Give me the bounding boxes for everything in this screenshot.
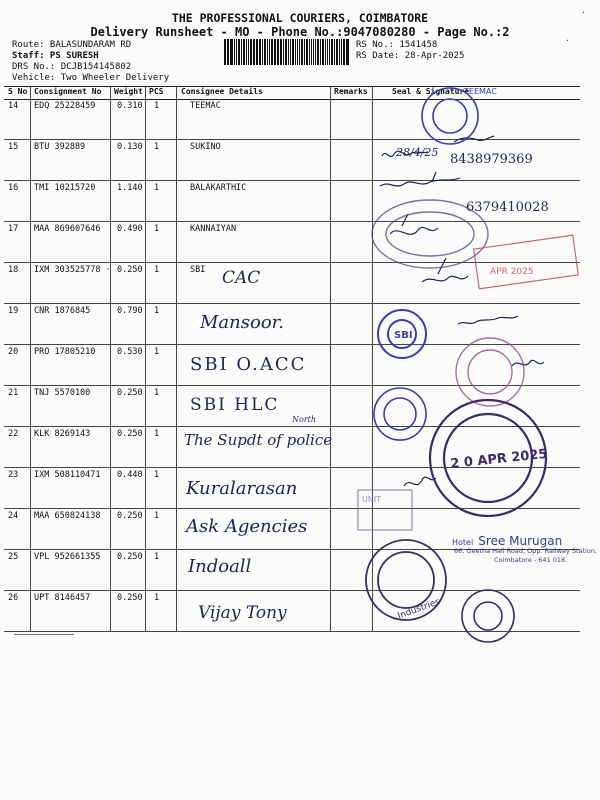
barcode-bar	[262, 39, 263, 65]
barcode-bar	[347, 39, 349, 65]
industries-stamp	[366, 540, 446, 622]
row-weight: 0.440	[117, 470, 143, 480]
row-pcs: 1	[154, 306, 160, 316]
row-weight: 0.250	[117, 511, 143, 521]
barcode-bar	[315, 39, 316, 65]
barcode-bar	[297, 39, 298, 65]
barcode-bar	[341, 39, 342, 65]
barcode	[224, 39, 350, 65]
row-pcs: 1	[154, 593, 160, 603]
handwritten-cac: CAC	[222, 268, 261, 288]
row-consignment: IXM 508110471	[34, 470, 101, 480]
row-consignment: MAA 650824138	[34, 511, 101, 521]
row-consignee: KANNAIYAN	[190, 224, 237, 234]
barcode-bar	[234, 39, 235, 65]
row-consignment: TNJ 5570100	[34, 388, 91, 398]
hotel-city: Coimbatore - 641 018.	[494, 556, 568, 564]
barcode-bar	[236, 39, 238, 65]
row-consignment: MAA 869607646	[34, 224, 101, 234]
row-consignment: BTU 392889	[34, 142, 86, 152]
barcode-bar	[301, 39, 303, 65]
col-seal-signature: Seal & Signature	[392, 87, 470, 96]
barcode-bar	[267, 39, 268, 65]
row-sno: 18	[8, 265, 19, 275]
row-consignment: TMI 10215720	[34, 183, 96, 193]
col-sno: S No	[8, 87, 28, 96]
row-sno: 17	[8, 224, 19, 234]
row-consignment: UPT 8146457	[34, 593, 91, 603]
row-sno: 26	[8, 593, 19, 603]
row-sno: 21	[8, 388, 19, 398]
signature-date-note: 28/4/25	[396, 146, 439, 159]
row-consignment: EDQ 25228459	[34, 101, 96, 111]
hotel-prefix: Hotel	[452, 538, 474, 547]
teemac-stamp	[422, 87, 497, 144]
barcode-bar	[306, 39, 308, 65]
row-weight: 0.490	[117, 224, 143, 234]
row-pcs: 1	[154, 101, 160, 111]
state-bank-stamp	[374, 388, 426, 440]
barcode-bar	[292, 39, 294, 65]
barcode-bar	[269, 39, 270, 65]
vehicle-info: Vehicle: Two Wheeler Delivery	[12, 73, 170, 83]
bottom-small-stamp	[462, 590, 514, 642]
barcode-bar	[277, 39, 278, 65]
barcode-bar	[264, 39, 266, 65]
handwritten-mansoor: Mansoor.	[200, 312, 285, 333]
corner-mark: ‧	[566, 36, 570, 47]
handwritten-supdt-police: The Supdt of police	[184, 431, 333, 449]
barcode-bar	[241, 39, 242, 65]
barcode-bar	[325, 39, 326, 65]
row-consignee: BALAKARTHIC	[190, 183, 247, 193]
row-weight: 0.530	[117, 347, 143, 357]
barcode-bar	[313, 39, 315, 65]
svg-text:2 0 APR 2025: 2 0 APR 2025	[449, 446, 549, 472]
handwritten-sbi-oacc: SBI O.ACC	[190, 354, 307, 375]
signature-phone-1: 8438979369	[450, 152, 533, 167]
staff-info: Staff: PS SURESH	[12, 51, 99, 61]
col-pcs: PCS	[149, 87, 164, 96]
barcode-bar	[278, 39, 279, 65]
barcode-bar	[299, 39, 300, 65]
row-pcs: 1	[154, 265, 160, 275]
row-pcs: 1	[154, 183, 160, 193]
barcode-bar	[320, 39, 321, 65]
svg-text:UNIT: UNIT	[362, 495, 382, 504]
row-weight: 0.790	[117, 306, 143, 316]
barcode-bar	[295, 39, 297, 65]
row-pcs: 1	[154, 388, 160, 398]
col-remarks: Remarks	[334, 87, 368, 96]
barcode-bar	[311, 39, 312, 65]
barcode-bar	[327, 39, 328, 65]
row-weight: 0.250	[117, 388, 143, 398]
row-sno: 15	[8, 142, 19, 152]
row-consignee: SBI	[190, 265, 206, 275]
handwritten-vijay-tony: Vijay Tony	[198, 603, 287, 623]
rs-date: RS Date: 28-Apr-2025	[356, 51, 465, 61]
date-stamp	[474, 235, 579, 289]
barcode-bar	[339, 39, 340, 65]
barcode-bar	[243, 39, 245, 65]
row-weight: 0.310	[117, 101, 143, 111]
row-pcs: 1	[154, 470, 160, 480]
hotel-name: Sree Murugan	[478, 534, 563, 548]
row-pcs: 1	[154, 429, 160, 439]
barcode-bar	[329, 39, 331, 65]
barcode-bar	[280, 39, 282, 65]
purple-round-stamp	[456, 338, 524, 406]
barcode-bar	[238, 39, 240, 65]
rs-number: RS No.: 1541458	[356, 40, 438, 50]
barcode-bar	[259, 39, 261, 65]
handwritten-sbi-hlc: SBI HLC	[190, 395, 280, 415]
barcode-bar	[290, 39, 291, 65]
row-pcs: 1	[154, 347, 160, 357]
row-consignee: TEEMAC	[190, 101, 221, 111]
drs-number: DRS No.: DCJB154145802	[12, 62, 132, 72]
sbi-stamp	[378, 310, 426, 358]
barcode-bar	[248, 39, 249, 65]
barcode-bar	[309, 39, 310, 65]
row-consignment: CNR 1876845	[34, 306, 91, 316]
corner-mark: ‧	[582, 8, 586, 19]
row-pcs: 1	[154, 511, 160, 521]
handwritten-north: North	[292, 415, 317, 424]
row-pcs: 1	[154, 224, 160, 234]
barcode-bar	[346, 39, 347, 65]
svg-text:TEEMAC: TEEMAC	[464, 87, 497, 96]
runsheet-subtitle: Delivery Runsheet - MO - Phone No.:9047080280 - Page No.:2	[90, 25, 510, 39]
barcode-bar	[283, 39, 284, 65]
bottom-tick	[14, 634, 74, 635]
row-sno: 24	[8, 511, 19, 521]
row-sno: 25	[8, 552, 19, 562]
row-weight: 0.250	[117, 429, 143, 439]
svg-text:APR 2025: APR 2025	[490, 267, 534, 277]
barcode-bar	[288, 39, 289, 65]
seal-signature-area	[362, 86, 600, 656]
barcode-bar	[256, 39, 258, 65]
hotel-address: 66, Geetha Hall Road, Opp. Railway Station,	[454, 547, 598, 555]
row-sno: 20	[8, 347, 19, 357]
barcode-bar	[285, 39, 287, 65]
route-info: Route: BALASUNDARAM RD	[12, 40, 132, 50]
barcode-bar	[271, 39, 273, 65]
col-consignment: Consignment No	[34, 87, 102, 96]
handwritten-ask-agencies: Ask Agencies	[186, 516, 308, 537]
signature-phone-2: 6379410028	[466, 200, 549, 215]
row-weight: 0.250	[117, 593, 143, 603]
barcode-bar	[224, 39, 226, 65]
barcode-bar	[322, 39, 324, 65]
col-consignee: Consignee Details	[181, 87, 263, 96]
barcode-bar	[250, 39, 252, 65]
barcode-bar	[343, 39, 345, 65]
barcode-bar	[334, 39, 335, 65]
row-weight: 0.130	[117, 142, 143, 152]
row-consignment: VPL 952661355	[34, 552, 101, 562]
row-sno: 14	[8, 101, 19, 111]
row-weight: 1.140	[117, 183, 143, 193]
row-pcs: 1	[154, 552, 160, 562]
barcode-bar	[228, 39, 229, 65]
col-weight: Weight	[114, 87, 143, 96]
row-consignment: KLK 8269143	[34, 429, 91, 439]
barcode-bar	[227, 39, 228, 65]
barcode-bar	[336, 39, 338, 65]
svg-text:Industries: Industries	[396, 597, 442, 622]
college-oval-stamp	[372, 200, 488, 268]
police-date-stamp	[430, 400, 548, 516]
svg-text:SBI: SBI	[394, 330, 413, 341]
row-sno: 23	[8, 470, 19, 480]
barcode-bar	[304, 39, 305, 65]
row-sno: 22	[8, 429, 19, 439]
barcode-bar	[230, 39, 232, 65]
handwritten-kuralarasan: Kuralarasan	[186, 478, 298, 499]
barcode-bar	[317, 39, 319, 65]
barcode-bar	[331, 39, 333, 65]
barcode-bar	[246, 39, 247, 65]
row-weight: 0.250	[117, 265, 143, 275]
barcode-bar	[274, 39, 276, 65]
row-weight: 0.250	[117, 552, 143, 562]
row-consignment: IXM 303525778 ·	[34, 265, 111, 275]
barcode-bar	[253, 39, 254, 65]
row-consignment: PRO 17805210	[34, 347, 96, 357]
row-consignee: SUKINO	[190, 142, 221, 152]
barcode-bar	[254, 39, 255, 65]
handwritten-indoall: Indoall	[188, 556, 252, 577]
row-sno: 16	[8, 183, 19, 193]
company-title: THE PROFESSIONAL COURIERS, COIMBATORE	[171, 11, 429, 25]
row-sno: 19	[8, 306, 19, 316]
row-pcs: 1	[154, 142, 160, 152]
